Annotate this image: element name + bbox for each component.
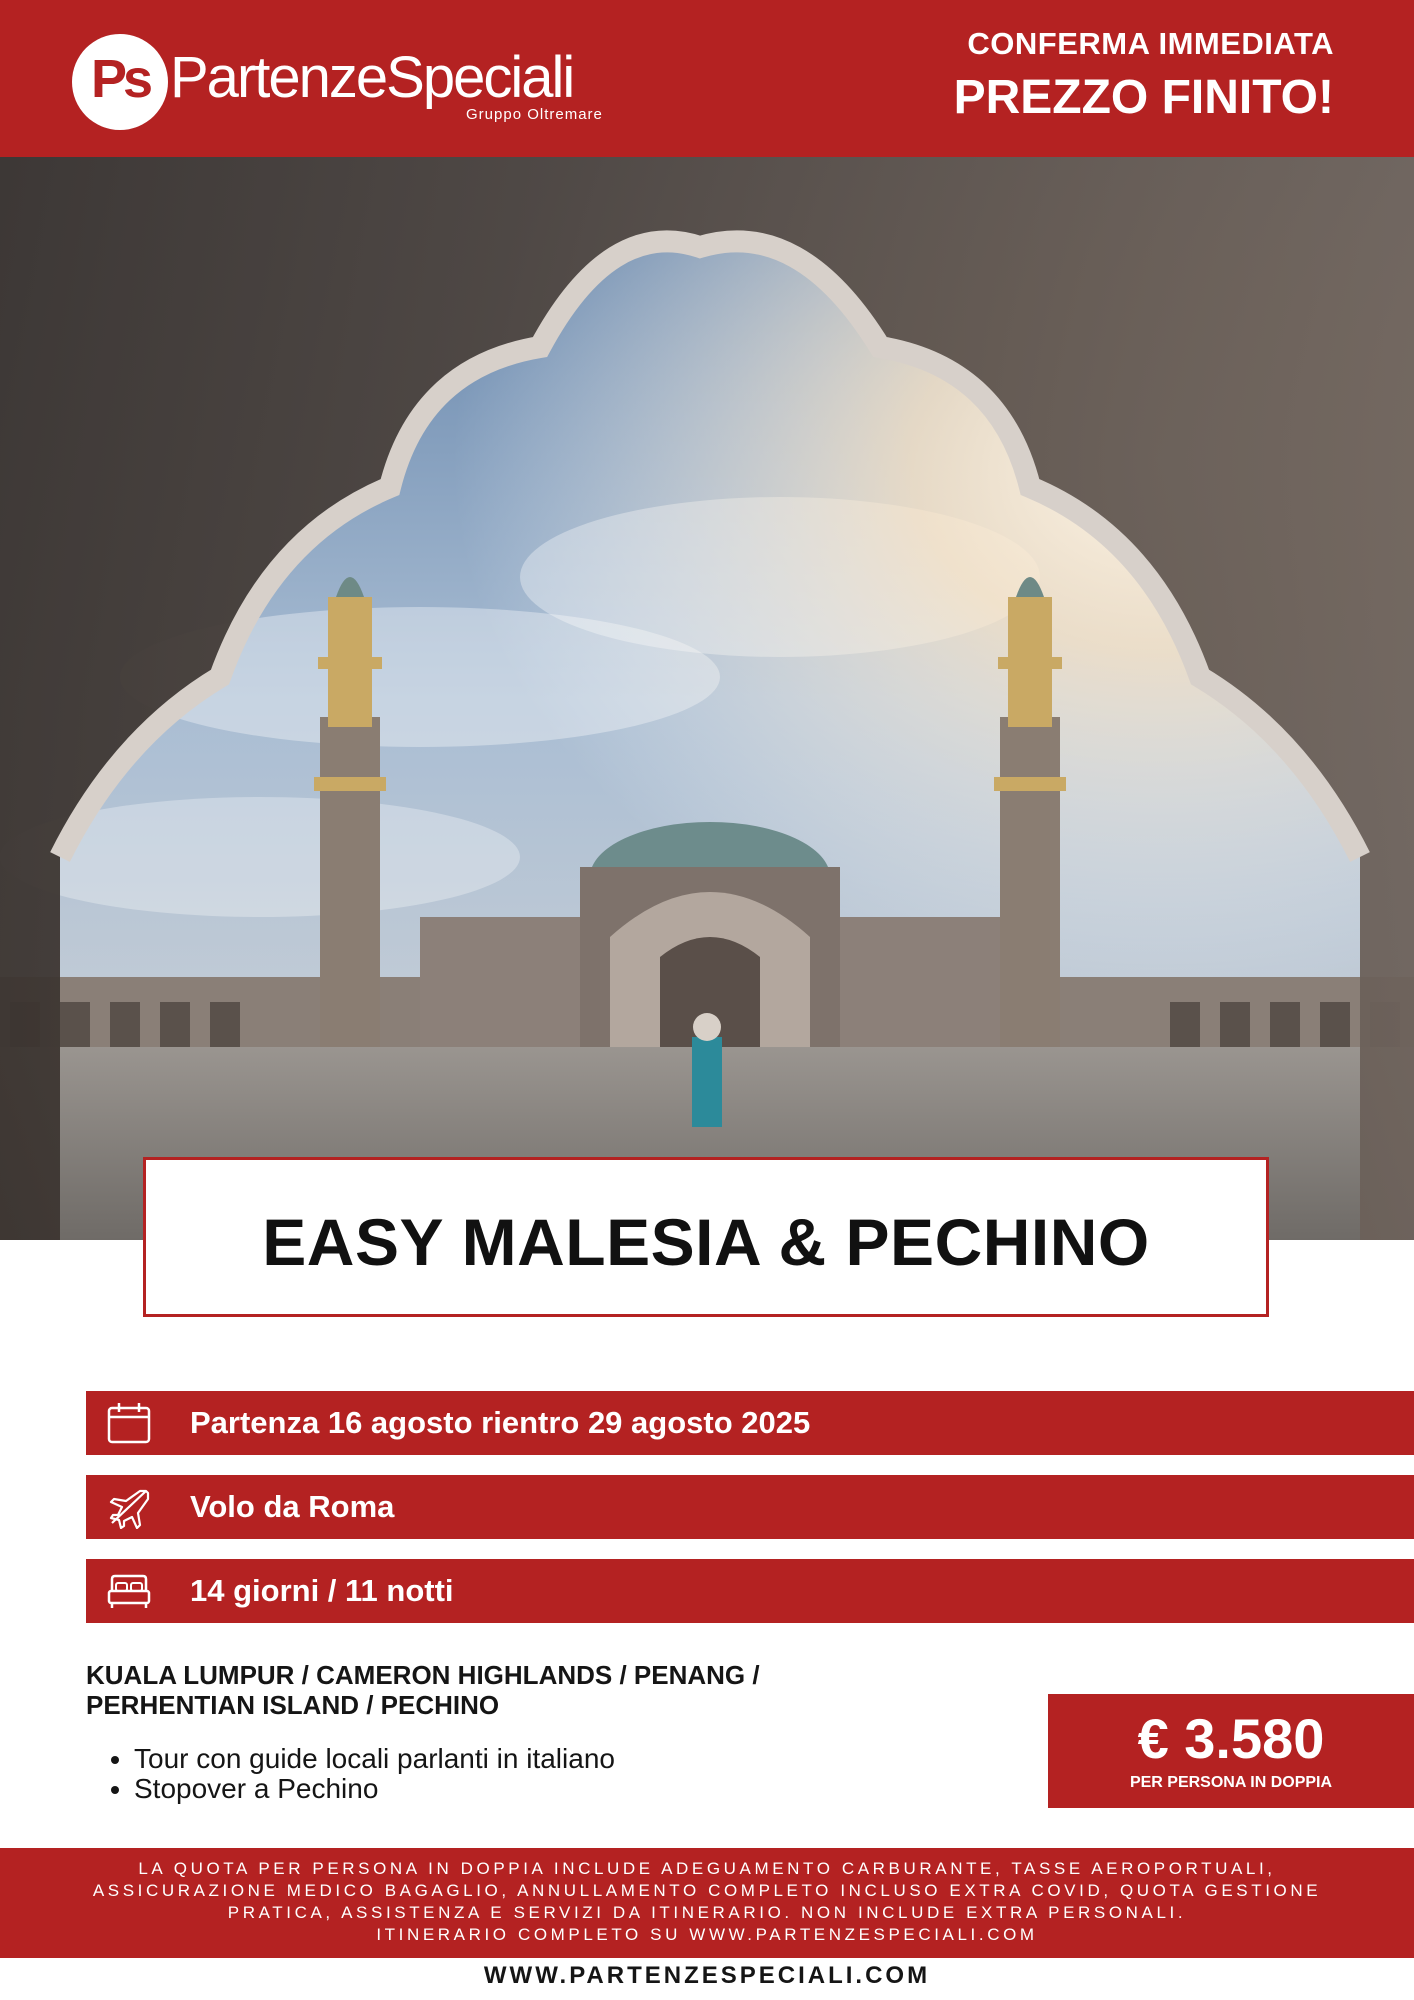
highlights-list <box>100 1744 615 1804</box>
calendar-icon <box>106 1401 152 1445</box>
dates-text: Partenza 16 agosto rientro 29 agosto 2025 <box>190 1405 811 1440</box>
website-link[interactable]: WWW.PARTENZESPECIALI.COM <box>483 1962 931 1989</box>
footer-terms <box>60 1858 1354 1946</box>
airplane-icon <box>106 1485 152 1529</box>
highlight-item: • Stopover a Pechino <box>134 1774 615 1804</box>
brand-logo[interactable] <box>72 34 632 130</box>
trip-title: EASY MALESIA & PECHINO <box>262 1205 1150 1279</box>
info-bar-flight <box>86 1475 1414 1539</box>
flight-text: Volo da Roma <box>190 1489 395 1524</box>
footer-line: PRATICA, ASSISTENZA E SERVIZI DA ITINERARIO. NON INCLUDE EXTRA PERSONALI. <box>227 1903 1187 1922</box>
info-bar-dates <box>86 1391 1414 1455</box>
price-note: PER PERSONA IN DOPPIA <box>1129 1774 1333 1791</box>
price-box <box>1048 1694 1414 1808</box>
destinations-line-1: KUALA LUMPUR / CAMERON HIGHLANDS / PENANG / <box>86 1660 760 1690</box>
tagline-price: PREZZO FINITO! <box>953 71 1334 124</box>
logo-subtitle: Gruppo Oltremare <box>466 106 603 123</box>
tagline-confirmation: CONFERMA IMMEDIATA <box>967 26 1334 61</box>
hero-image <box>0 157 1414 1240</box>
footer-line: ITINERARIO COMPLETO SU WWW.PARTENZESPECIALI.COM <box>376 1925 1038 1944</box>
price-amount: € 3.580 <box>1137 1707 1325 1770</box>
destinations-line-2: PERHENTIAN ISLAND / PECHINO <box>86 1690 500 1720</box>
mosque-illustration <box>0 157 1414 1240</box>
duration-text: 14 giorni / 11 notti <box>190 1573 454 1608</box>
footer-bar <box>0 1848 1414 1958</box>
footer-line: ASSICURAZIONE MEDICO BAGAGLIO, ANNULLAMENTO COMPLETO INCLUSO EXTRA COVID, QUOTA GESTIONE <box>92 1881 1322 1900</box>
logo-mark: Ps <box>90 49 150 109</box>
info-bar-duration <box>86 1559 1414 1623</box>
destinations-list <box>86 1660 986 1720</box>
title-box <box>143 1157 1269 1317</box>
header-bar <box>0 0 1414 157</box>
highlight-item: • Tour con guide locali parlanti in italiano <box>134 1744 615 1774</box>
bed-icon <box>106 1569 152 1613</box>
logo-name: PartenzeSpeciali <box>170 45 574 110</box>
footer-line: LA QUOTA PER PERSONA IN DOPPIA INCLUDE ADEGUAMENTO CARBURANTE, TASSE AEROPORTUALI, <box>138 1859 1276 1878</box>
